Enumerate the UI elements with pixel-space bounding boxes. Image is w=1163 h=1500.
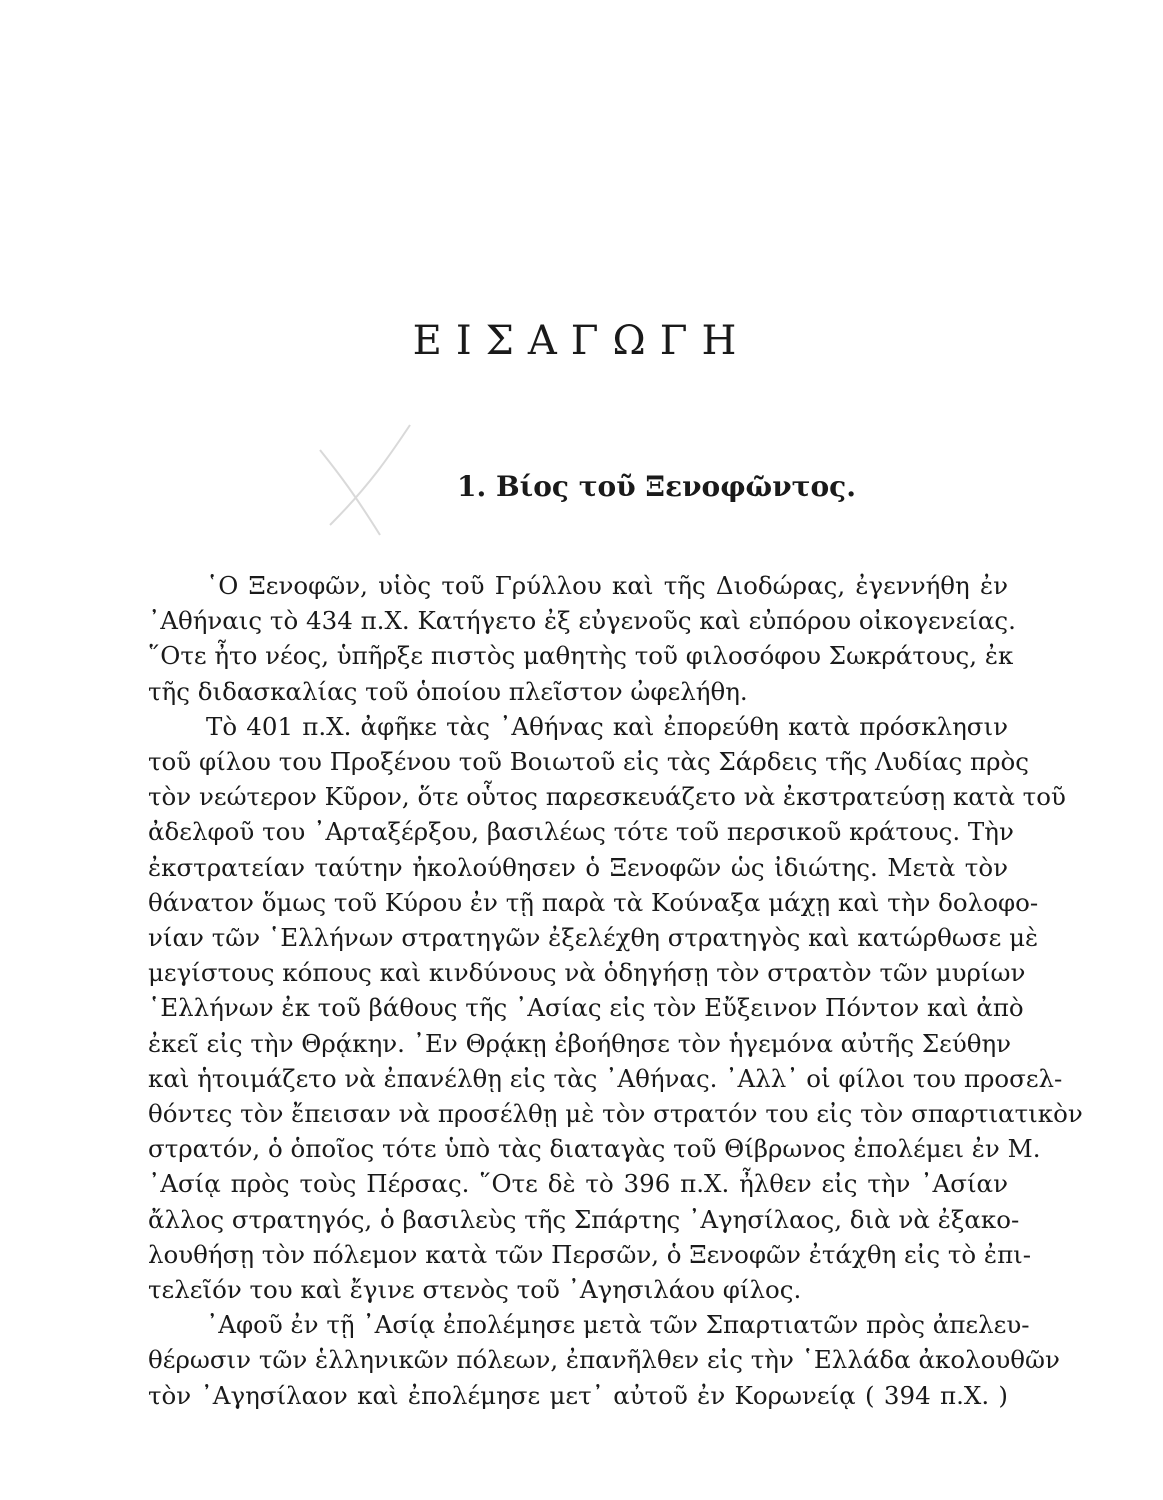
text-line: τὸν ᾿Αγησίλαον καὶ ἐπολέμησε μετ᾿ αὐτοῦ ἐν Κορωνείᾳ ( 394 π.Χ. ) (148, 1380, 1008, 1410)
text-line: ἄλλος στρατηγός, ὁ βασιλεὺς τῆς Σπάρτης ᾿Αγησίλαος, διὰ νὰ ἐξακο- (148, 1204, 1020, 1234)
text-line: Τὸ 401 π.Χ. ἀφῆκε τὰς ᾿Αθήνας καὶ ἐπορεύθη κατὰ πρόσκλησιν (206, 711, 1008, 741)
text-line: ῾Ελλήνων ἐκ τοῦ βάθους τῆς ᾿Ασίας εἰς τὸν Εὔξεινον Πόντον καὶ ἀπὸ (148, 993, 1024, 1023)
text-line: μεγίστους κόπους καὶ κινδύνους νὰ ὁδηγήσῃ τὸν στρατὸν τῶν μυρίων (148, 958, 1026, 988)
section-heading: 1. Βίος τοῦ Ξενοφῶντος. (457, 470, 856, 503)
text-line: ᾿Αφοῦ ἐν τῇ ᾿Ασίᾳ ἐπολέμησε μετὰ τῶν Σπαρτιατῶν πρὸς ἀπελευ- (206, 1310, 1030, 1340)
text-line: ῾Ο Ξενοφῶν, υἱὸς τοῦ Γρύλλου καὶ τῆς Διοδώρας, ἐγεννήθη ἐν (206, 571, 1008, 600)
text-line: ἀδελφοῦ του ᾿Αρταξέρξου, βασιλέως τότε τοῦ περσικοῦ κράτους. Τὴν (148, 817, 1014, 847)
text-line: θάνατον ὅμως τοῦ Κύρου ἐν τῇ παρὰ τὰ Κούναξα μάχῃ καὶ τὴν δολοφο- (148, 887, 1039, 917)
text-line: λουθήσῃ τὸν πόλεμον κατὰ τῶν Περσῶν, ὁ Ξενοφῶν ἐτάχθη εἰς τὸ ἐπι- (148, 1239, 1032, 1269)
text-line: θόντες τὸν ἔπεισαν νὰ προσέλθῃ μὲ τὸν στρατόν του εἰς τὸν σπαρτιατικὸν (148, 1099, 1083, 1129)
paragraph-3 (148, 1307, 1060, 1413)
text-line: τοῦ φίλου του Προξένου τοῦ Βοιωτοῦ εἰς τὰς Σάρδεις τῆς Λυδίας πρὸς (148, 747, 1029, 777)
text-line: ᾿Ασίᾳ πρὸς τοὺς Πέρσας. ῞Οτε δὲ τὸ 396 π.Χ. ἦλθεν εἰς τὴν ᾿Ασίαν (148, 1169, 1008, 1199)
text-line: θέρωσιν τῶν ἑλληνικῶν πόλεων, ἐπανῆλθεν εἰς τὴν ῾Ελλάδα ἀκολουθῶν (148, 1345, 1060, 1375)
paragraph-1 (148, 568, 1016, 709)
text-line: νίαν τῶν ῾Ελλήνων στρατηγῶν ἐξελέχθη στρατηγὸς καὶ κατώρθωσε μὲ (148, 923, 1039, 953)
text-line: στρατόν, ὁ ὁποῖος τότε ὑπὸ τὰς διαταγὰς τοῦ Θίβρωνος ἐπολέμει ἐν Μ. (148, 1134, 1041, 1164)
body-text (148, 568, 1083, 1413)
page-title: ΕΙΣΑΓΩΓΗ (412, 318, 751, 364)
text-line: ἐκστρατείαν ταύτην ἠκολούθησεν ὁ Ξενοφῶν ὡς ἰδιώτης. Μετὰ τὸν (148, 852, 1008, 882)
text-line: ᾿Αθήναις τὸ 434 π.Χ. Κατήγετο ἐξ εὐγενοῦς καὶ εὐπόρου οἰκογενείας. (148, 606, 1016, 636)
text-line: ῞Οτε ἦτο νέος, ὑπῆρξε πιστὸς μαθητὴς τοῦ φιλοσόφου Σωκράτους, ἐκ (148, 641, 1014, 671)
text-line: ἐκεῖ εἰς τὴν Θρᾴκην. ᾿Εν Θρᾴκῃ ἐβοήθησε τὸν ἡγεμόνα αὐτῆς Σεύθην (148, 1028, 1012, 1058)
text-line: τὸν νεώτερον Κῦρον, ὅτε οὗτος παρεσκευάζετο νὰ ἐκστρατεύσῃ κατὰ τοῦ (148, 782, 1066, 812)
text-line: τελεῖόν του καὶ ἔγινε στενὸς τοῦ ᾿Αγησιλάου φίλος. (148, 1275, 802, 1305)
text-line: καὶ ἡτοιμάζετο νὰ ἐπανέλθῃ εἰς τὰς ᾿Αθήνας. ᾿Αλλ᾿ οἱ φίλοι του προσελ- (148, 1063, 1063, 1093)
text-line: τῆς διδασκαλίας τοῦ ὁποίου πλεῖστον ὠφελήθη. (148, 676, 748, 706)
paragraph-2 (148, 709, 1083, 1307)
